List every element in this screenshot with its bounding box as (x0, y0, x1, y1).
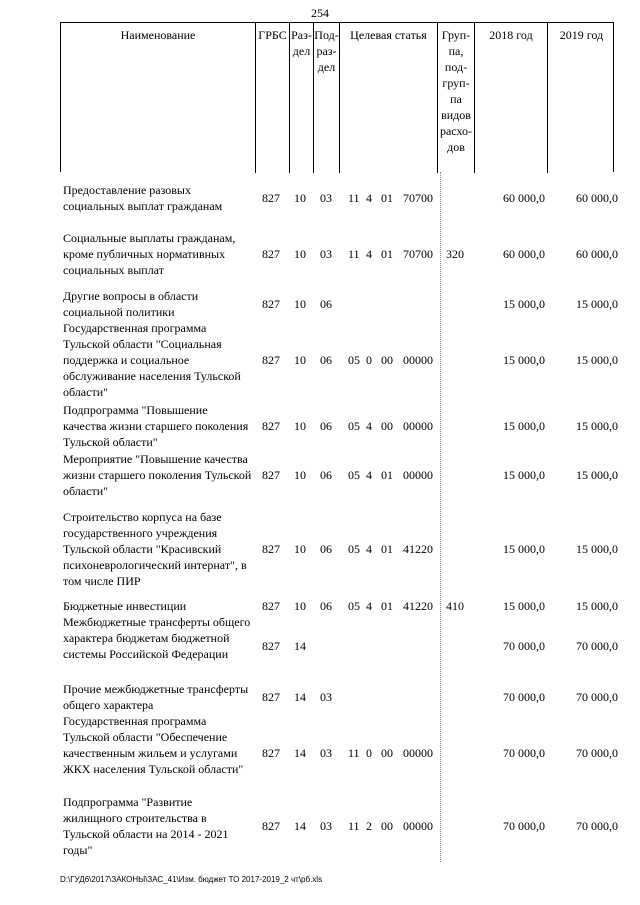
row-target-4: 41220 (403, 599, 433, 613)
row-podrazdel: 06 (320, 468, 332, 482)
row-2018: 70 000,0 (503, 746, 545, 760)
row-2018: 70 000,0 (503, 819, 545, 833)
row-grbs: 827 (262, 639, 280, 653)
row-razdel: 10 (294, 191, 306, 205)
row-razdel: 14 (294, 639, 306, 653)
row-target-4: 70700 (403, 191, 433, 205)
row-target-2: 4 (366, 191, 372, 205)
row-2019: 60 000,0 (576, 191, 618, 205)
row-2018: 60 000,0 (503, 191, 545, 205)
row-target-4: 00000 (403, 819, 433, 833)
row-target-4: 00000 (403, 419, 433, 433)
row-target-1: 11 (348, 247, 360, 261)
row-target-2: 4 (366, 542, 372, 556)
row-grbs: 827 (262, 353, 280, 367)
row-target-2: 2 (366, 819, 372, 833)
header-name: Наименование (120, 28, 196, 42)
column-divider (440, 172, 441, 862)
row-target-3: 01 (381, 468, 393, 482)
row-grbs: 827 (262, 468, 280, 482)
row-2019: 70 000,0 (576, 746, 618, 760)
row-target-2: 4 (366, 419, 372, 433)
row-podrazdel: 06 (320, 419, 332, 433)
row-podrazdel: 06 (320, 542, 332, 556)
header-target-article: Целевая статья (339, 23, 437, 173)
row-target-3: 01 (381, 542, 393, 556)
row-name: Подпрограмма "Повышение качества жизни старшего поколения Тульской области" (63, 403, 249, 449)
file-path-footer: D:\ГУД6\2017\ЗАКОНЫ\ЗАС_41\Изм. бюджет ТО 2017-2019_2 чт\рб.xls (60, 875, 323, 884)
page-number: 254 (311, 6, 329, 20)
row-2018: 15 000,0 (503, 468, 545, 482)
row-podrazdel: 03 (320, 819, 332, 833)
row-2019: 15 000,0 (576, 297, 618, 311)
row-name: Социальные выплаты гражданам, кроме публичных нормативных социальных выплат (63, 231, 236, 277)
row-2019: 70 000,0 (576, 639, 618, 653)
row-podrazdel: 06 (320, 297, 332, 311)
row-2018: 60 000,0 (503, 247, 545, 261)
row-2019: 70 000,0 (576, 690, 618, 704)
header-expense-type: Груп- па, под- груп- па видов расхо- дов (437, 23, 475, 173)
row-target-1: 11 (348, 746, 360, 760)
row-2018: 15 000,0 (503, 419, 545, 433)
row-razdel: 10 (294, 419, 306, 433)
row-grbs: 827 (262, 599, 280, 613)
row-grbs: 827 (262, 819, 280, 833)
row-name: Строительство корпуса на базе государственного учреждения Тульской области "Красивский психоневрологический интернат", в том числе ПИР (63, 510, 247, 588)
row-target-1: 11 (348, 191, 360, 205)
row-target-1: 05 (348, 419, 360, 433)
row-2018: 15 000,0 (503, 599, 545, 613)
row-2019: 15 000,0 (576, 419, 618, 433)
header-razdel: Раз- дел (289, 23, 313, 173)
row-2019: 60 000,0 (576, 247, 618, 261)
row-podrazdel: 03 (320, 191, 332, 205)
row-target-1: 05 (348, 468, 360, 482)
header-2018: 2018 год (489, 28, 533, 42)
row-target-3: 00 (381, 746, 393, 760)
row-name: Прочие межбюджетные трансферты общего характера (63, 682, 249, 712)
row-target-3: 00 (381, 419, 393, 433)
row-2018: 70 000,0 (503, 639, 545, 653)
row-name: Государственная программа Тульской области "Социальная поддержка и социальное обслуживание населения Тульской области" (63, 321, 241, 399)
row-target-3: 01 (381, 247, 393, 261)
row-2018: 15 000,0 (503, 353, 545, 367)
header-2019: 2019 год (547, 23, 615, 173)
row-grbs: 827 (262, 690, 280, 704)
row-target-4: 70700 (403, 247, 433, 261)
row-target-4: 41220 (403, 542, 433, 556)
row-target-4: 00000 (403, 468, 433, 482)
row-razdel: 14 (294, 746, 306, 760)
row-razdel: 10 (294, 353, 306, 367)
row-target-4: 00000 (403, 353, 433, 367)
row-name: Предоставление разовых социальных выплат гражданам (63, 183, 223, 213)
row-podrazdel: 03 (320, 690, 332, 704)
row-target-4: 00000 (403, 746, 433, 760)
row-2018: 15 000,0 (503, 542, 545, 556)
row-razdel: 10 (294, 599, 306, 613)
row-razdel: 10 (294, 297, 306, 311)
row-target-1: 11 (348, 819, 360, 833)
row-grbs: 827 (262, 191, 280, 205)
row-2019: 15 000,0 (576, 542, 618, 556)
row-target-2: 4 (366, 599, 372, 613)
row-grbs: 827 (262, 247, 280, 261)
row-razdel: 10 (294, 468, 306, 482)
row-target-2: 0 (366, 353, 372, 367)
row-2019: 15 000,0 (576, 468, 618, 482)
row-podrazdel: 06 (320, 353, 332, 367)
row-target-2: 4 (366, 468, 372, 482)
row-target-3: 00 (381, 353, 393, 367)
row-2018: 70 000,0 (503, 690, 545, 704)
row-name: Подпрограмма "Развитие жилищного строительства в Тульской области на 2014 - 2021 годы" (63, 795, 229, 857)
row-podrazdel: 03 (320, 746, 332, 760)
row-2019: 15 000,0 (576, 353, 618, 367)
row-name: Бюджетные инвестиции (63, 599, 187, 613)
row-name: Межбюджетные трансферты общего характера бюджетам бюджетной системы Российской Федерации (63, 615, 251, 661)
row-target-3: 00 (381, 819, 393, 833)
row-target-3: 01 (381, 191, 393, 205)
row-razdel: 14 (294, 690, 306, 704)
row-grbs: 827 (262, 542, 280, 556)
header-grbs: ГРБС (255, 23, 289, 173)
row-grbs: 827 (262, 746, 280, 760)
row-expense-type: 410 (446, 599, 464, 613)
row-name: Государственная программа Тульской области "Обеспечение качественным жильем и услугами ЖКХ населения Тульской области" (63, 714, 244, 776)
row-target-1: 05 (348, 599, 360, 613)
row-name: Мероприятие "Повышение качества жизни старшего поколения Тульской области" (63, 452, 252, 498)
row-target-2: 0 (366, 746, 372, 760)
row-2018: 15 000,0 (503, 297, 545, 311)
row-2019: 15 000,0 (576, 599, 618, 613)
row-target-1: 05 (348, 353, 360, 367)
row-podrazdel: 06 (320, 599, 332, 613)
row-razdel: 10 (294, 247, 306, 261)
row-name: Другие вопросы в области социальной политики (63, 289, 199, 319)
row-target-2: 4 (366, 247, 372, 261)
row-grbs: 827 (262, 419, 280, 433)
row-2019: 70 000,0 (576, 819, 618, 833)
row-target-3: 01 (381, 599, 393, 613)
row-target-1: 05 (348, 542, 360, 556)
header-podrazdel: Под- раз- дел (313, 23, 339, 173)
row-razdel: 14 (294, 819, 306, 833)
row-grbs: 827 (262, 297, 280, 311)
row-podrazdel: 03 (320, 247, 332, 261)
row-razdel: 10 (294, 542, 306, 556)
row-expense-type: 320 (446, 247, 464, 261)
table-header (60, 22, 614, 172)
